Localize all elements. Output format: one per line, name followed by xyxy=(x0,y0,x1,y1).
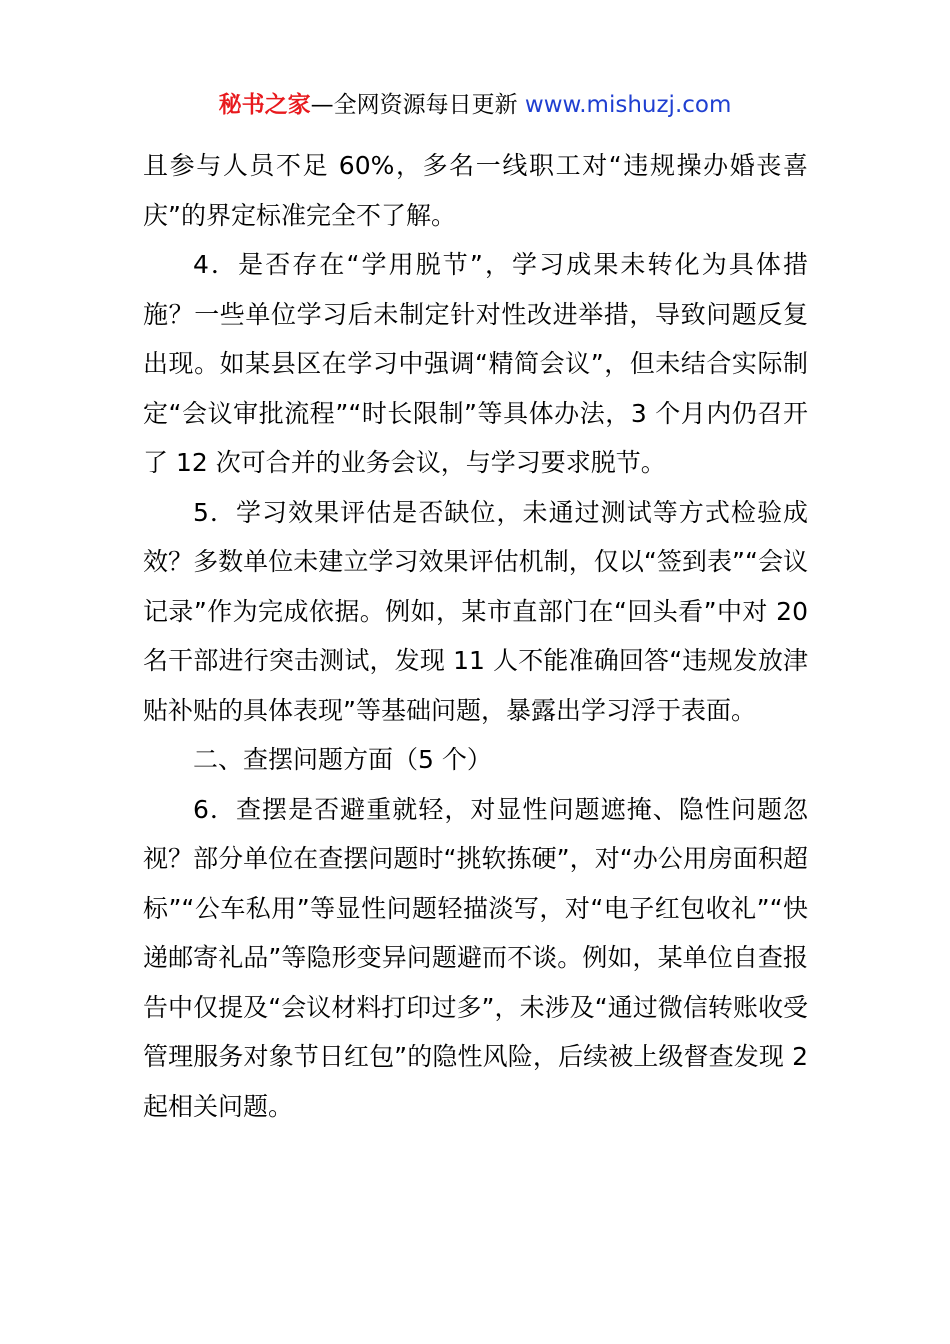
document-body xyxy=(143,141,808,1131)
paragraph-item-6: 6．查摆是否避重就轻，对显性问题遮掩、隐性问题忽视？部分单位在查摆问题时“挑软拣硬”，对“办公用房面积超标”“公车私用”等显性问题轻描淡写，对“电子红包收礼”“快递邮寄礼品”等隐形变异问题避而不谈。例如，某单位自查报告中仅提及“会议材料打印过多”，未涉及“通过微信转账收受管理服务对象节日红包”的隐性风险，后续被上级督查发现 2 起相关问题。 xyxy=(143,794,808,1121)
page-header xyxy=(0,88,950,122)
site-url-link[interactable]: www.mishuzj.com xyxy=(524,92,732,118)
paragraph-item-4: 4．是否存在“学用脱节”，学习成果未转化为具体措施？一些单位学习后未制定针对性改进举措，导致问题反复出现。如某县区在学习中强调“精简会议”，但未结合实际制定“会议审批流程”“时长限制”等具体办法，3 个月内仍召开了 12 次可合并的业务会议，与学习要求脱节。 xyxy=(143,250,808,477)
paragraph-continuation: 且参与人员不足 60%，多名一线职工对“违规操办婚丧喜庆”的界定标准完全不了解。 xyxy=(143,151,808,230)
paragraph-item-5: 5．学习效果评估是否缺位，未通过测试等方式检验成效？多数单位未建立学习效果评估机制，仅以“签到表”“会议记录”作为完成依据。例如，某市直部门在“回头看”中对 20 名干部进行突击测试，发现 11 人不能准确回答“违规发放津贴补贴的具体表现”等基础问题，暴露出学习浮于表面。 xyxy=(143,497,808,725)
header-tagline: —全网资源每日更新 xyxy=(310,92,525,118)
section-heading: 二、查摆问题方面（5 个） xyxy=(193,745,492,774)
brand-name: 秘书之家 xyxy=(218,92,311,118)
